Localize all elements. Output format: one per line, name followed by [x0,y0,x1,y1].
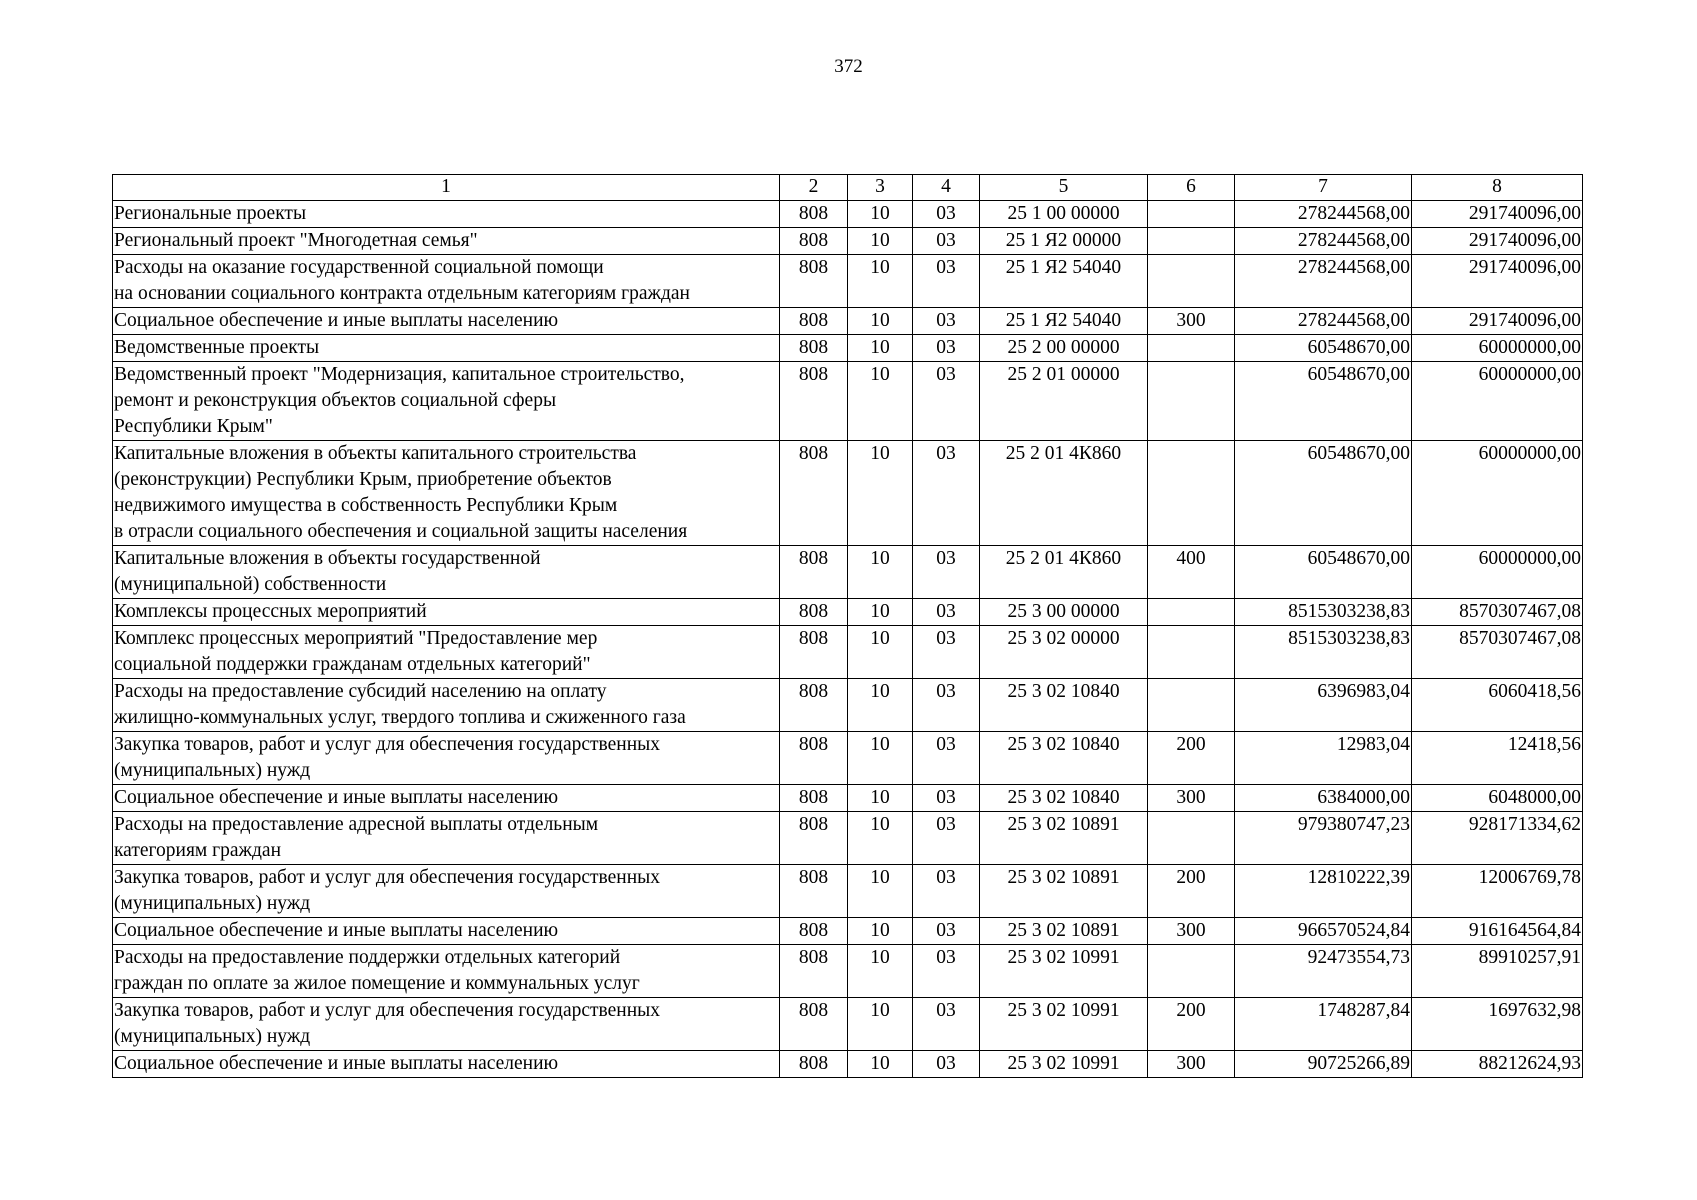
cell-expense-type [1148,599,1235,626]
cell-section: 10 [848,865,913,918]
cell-amount-1: 60548670,00 [1235,335,1412,362]
cell-name: Комплексы процессных мероприятий [113,599,780,626]
cell-section: 10 [848,918,913,945]
cell-amount-1: 8515303238,83 [1235,599,1412,626]
cell-name: Ведомственный проект "Модернизация, капитальное строительство, ремонт и реконструкция объектов социальной сферы Республики Крым" [113,362,780,441]
cell-target-article: 25 3 00 00000 [980,599,1148,626]
cell-target-article: 25 3 02 00000 [980,626,1148,679]
cell-target-article: 25 3 02 10891 [980,918,1148,945]
cell-name: Расходы на предоставление поддержки отдельных категорий граждан по оплате за жилое помещение и коммунальных услуг [113,945,780,998]
cell-amount-1: 60548670,00 [1235,441,1412,546]
cell-name: Закупка товаров, работ и услуг для обеспечения государственных (муниципальных) нужд [113,865,780,918]
table-row [113,335,1583,362]
cell-subsection: 03 [913,599,980,626]
cell-admin-code: 808 [780,335,848,362]
cell-name: Социальное обеспечение и иные выплаты населению [113,918,780,945]
table-row [113,945,1583,998]
cell-amount-2: 89910257,91 [1412,945,1583,998]
cell-target-article: 25 3 02 10891 [980,812,1148,865]
cell-amount-1: 60548670,00 [1235,546,1412,599]
cell-amount-1: 278244568,00 [1235,255,1412,308]
cell-section: 10 [848,732,913,785]
column-header-8: 8 [1412,175,1583,201]
cell-admin-code: 808 [780,918,848,945]
cell-admin-code: 808 [780,1051,848,1078]
cell-admin-code: 808 [780,732,848,785]
cell-subsection: 03 [913,362,980,441]
cell-subsection: 03 [913,785,980,812]
cell-amount-1: 1748287,84 [1235,998,1412,1051]
cell-name: Закупка товаров, работ и услуг для обеспечения государственных (муниципальных) нужд [113,732,780,785]
cell-subsection: 03 [913,228,980,255]
table-row [113,201,1583,228]
cell-subsection: 03 [913,441,980,546]
cell-amount-2: 291740096,00 [1412,201,1583,228]
cell-name: Капитальные вложения в объекты капитального строительства (реконструкции) Республики Крым, приобретение объектов недвижимого имущества в собственность Республики Крым в отрасли социального обеспечения и социальной защиты населения [113,441,780,546]
table-row [113,918,1583,945]
cell-admin-code: 808 [780,255,848,308]
cell-subsection: 03 [913,201,980,228]
table-row [113,228,1583,255]
cell-name: Региональный проект "Многодетная семья" [113,228,780,255]
column-header-4: 4 [913,175,980,201]
cell-section: 10 [848,599,913,626]
cell-admin-code: 808 [780,546,848,599]
cell-section: 10 [848,1051,913,1078]
cell-admin-code: 808 [780,998,848,1051]
cell-section: 10 [848,679,913,732]
cell-admin-code: 808 [780,679,848,732]
table-row [113,1051,1583,1078]
cell-name: Расходы на предоставление субсидий населению на оплату жилищно-коммунальных услуг, твердого топлива и сжиженного газа [113,679,780,732]
cell-amount-2: 60000000,00 [1412,362,1583,441]
table-row [113,732,1583,785]
cell-subsection: 03 [913,865,980,918]
cell-amount-2: 60000000,00 [1412,441,1583,546]
column-header-6: 6 [1148,175,1235,201]
cell-subsection: 03 [913,1051,980,1078]
cell-amount-2: 6048000,00 [1412,785,1583,812]
cell-amount-2: 291740096,00 [1412,255,1583,308]
cell-amount-2: 60000000,00 [1412,546,1583,599]
cell-name: Социальное обеспечение и иные выплаты населению [113,308,780,335]
table-row [113,362,1583,441]
column-header-2: 2 [780,175,848,201]
page-number: 372 [834,56,863,77]
cell-amount-1: 278244568,00 [1235,228,1412,255]
cell-admin-code: 808 [780,201,848,228]
cell-target-article: 25 2 01 4К860 [980,441,1148,546]
cell-amount-1: 12983,04 [1235,732,1412,785]
cell-section: 10 [848,228,913,255]
cell-section: 10 [848,335,913,362]
cell-amount-2: 291740096,00 [1412,308,1583,335]
cell-target-article: 25 3 02 10840 [980,732,1148,785]
cell-expense-type [1148,441,1235,546]
cell-amount-1: 60548670,00 [1235,362,1412,441]
column-header-7: 7 [1235,175,1412,201]
cell-amount-1: 12810222,39 [1235,865,1412,918]
cell-name: Закупка товаров, работ и услуг для обеспечения государственных (муниципальных) нужд [113,998,780,1051]
cell-section: 10 [848,308,913,335]
table-row [113,441,1583,546]
cell-name: Комплекс процессных мероприятий "Предоставление мер социальной поддержки гражданам отдельных категорий" [113,626,780,679]
table-row [113,599,1583,626]
cell-subsection: 03 [913,732,980,785]
cell-expense-type: 300 [1148,1051,1235,1078]
cell-section: 10 [848,626,913,679]
cell-admin-code: 808 [780,626,848,679]
cell-amount-1: 966570524,84 [1235,918,1412,945]
cell-expense-type [1148,626,1235,679]
cell-amount-2: 8570307467,08 [1412,599,1583,626]
cell-amount-1: 92473554,73 [1235,945,1412,998]
column-header-3: 3 [848,175,913,201]
cell-amount-2: 1697632,98 [1412,998,1583,1051]
cell-target-article: 25 1 00 00000 [980,201,1148,228]
cell-expense-type: 300 [1148,785,1235,812]
cell-section: 10 [848,255,913,308]
cell-section: 10 [848,785,913,812]
cell-target-article: 25 3 02 10840 [980,785,1148,812]
cell-name: Расходы на предоставление адресной выплаты отдельным категориям граждан [113,812,780,865]
cell-amount-1: 278244568,00 [1235,308,1412,335]
cell-amount-1: 6384000,00 [1235,785,1412,812]
cell-expense-type [1148,362,1235,441]
cell-target-article: 25 2 01 00000 [980,362,1148,441]
cell-expense-type: 300 [1148,308,1235,335]
cell-admin-code: 808 [780,441,848,546]
cell-admin-code: 808 [780,812,848,865]
cell-admin-code: 808 [780,599,848,626]
cell-expense-type [1148,255,1235,308]
table-row [113,998,1583,1051]
cell-subsection: 03 [913,945,980,998]
table-row [113,546,1583,599]
cell-amount-2: 916164564,84 [1412,918,1583,945]
cell-amount-2: 291740096,00 [1412,228,1583,255]
cell-amount-1: 90725266,89 [1235,1051,1412,1078]
table-row [113,308,1583,335]
cell-target-article: 25 3 02 10891 [980,865,1148,918]
cell-target-article: 25 3 02 10840 [980,679,1148,732]
cell-amount-2: 12418,56 [1412,732,1583,785]
cell-name: Социальное обеспечение и иные выплаты населению [113,1051,780,1078]
cell-subsection: 03 [913,255,980,308]
cell-expense-type: 200 [1148,732,1235,785]
cell-subsection: 03 [913,812,980,865]
table-header-row [113,175,1583,201]
cell-admin-code: 808 [780,228,848,255]
cell-expense-type [1148,228,1235,255]
cell-section: 10 [848,998,913,1051]
cell-expense-type [1148,679,1235,732]
cell-target-article: 25 1 Я2 54040 [980,308,1148,335]
cell-amount-1: 979380747,23 [1235,812,1412,865]
table-row [113,255,1583,308]
cell-expense-type [1148,945,1235,998]
table-body [113,201,1583,1078]
cell-section: 10 [848,362,913,441]
cell-expense-type: 200 [1148,865,1235,918]
cell-target-article: 25 2 01 4К860 [980,546,1148,599]
table-row [113,626,1583,679]
cell-amount-2: 928171334,62 [1412,812,1583,865]
cell-target-article: 25 1 Я2 54040 [980,255,1148,308]
cell-admin-code: 808 [780,308,848,335]
cell-expense-type [1148,812,1235,865]
cell-section: 10 [848,546,913,599]
cell-section: 10 [848,201,913,228]
table-row [113,865,1583,918]
table-row [113,812,1583,865]
cell-expense-type: 200 [1148,998,1235,1051]
cell-amount-1: 278244568,00 [1235,201,1412,228]
cell-name: Социальное обеспечение и иные выплаты населению [113,785,780,812]
column-header-1: 1 [113,175,780,201]
cell-subsection: 03 [913,679,980,732]
cell-target-article: 25 3 02 10991 [980,998,1148,1051]
cell-name: Региональные проекты [113,201,780,228]
cell-amount-1: 8515303238,83 [1235,626,1412,679]
cell-subsection: 03 [913,308,980,335]
cell-section: 10 [848,812,913,865]
cell-target-article: 25 3 02 10991 [980,945,1148,998]
cell-target-article: 25 1 Я2 00000 [980,228,1148,255]
cell-subsection: 03 [913,918,980,945]
cell-amount-2: 8570307467,08 [1412,626,1583,679]
cell-section: 10 [848,945,913,998]
cell-amount-2: 12006769,78 [1412,865,1583,918]
table-row [113,679,1583,732]
budget-table [112,174,1583,1078]
cell-subsection: 03 [913,335,980,362]
cell-amount-1: 6396983,04 [1235,679,1412,732]
cell-name: Расходы на оказание государственной социальной помощи на основании социального контракта отдельным категориям граждан [113,255,780,308]
cell-target-article: 25 2 00 00000 [980,335,1148,362]
cell-expense-type: 300 [1148,918,1235,945]
cell-admin-code: 808 [780,785,848,812]
cell-name: Ведомственные проекты [113,335,780,362]
column-header-5: 5 [980,175,1148,201]
cell-admin-code: 808 [780,362,848,441]
cell-name: Капитальные вложения в объекты государственной (муниципальной) собственности [113,546,780,599]
cell-admin-code: 808 [780,865,848,918]
cell-subsection: 03 [913,546,980,599]
cell-expense-type: 400 [1148,546,1235,599]
cell-expense-type [1148,201,1235,228]
table-row [113,785,1583,812]
cell-expense-type [1148,335,1235,362]
cell-amount-2: 60000000,00 [1412,335,1583,362]
cell-amount-2: 88212624,93 [1412,1051,1583,1078]
cell-admin-code: 808 [780,945,848,998]
cell-subsection: 03 [913,998,980,1051]
cell-amount-2: 6060418,56 [1412,679,1583,732]
cell-subsection: 03 [913,626,980,679]
cell-section: 10 [848,441,913,546]
cell-target-article: 25 3 02 10991 [980,1051,1148,1078]
